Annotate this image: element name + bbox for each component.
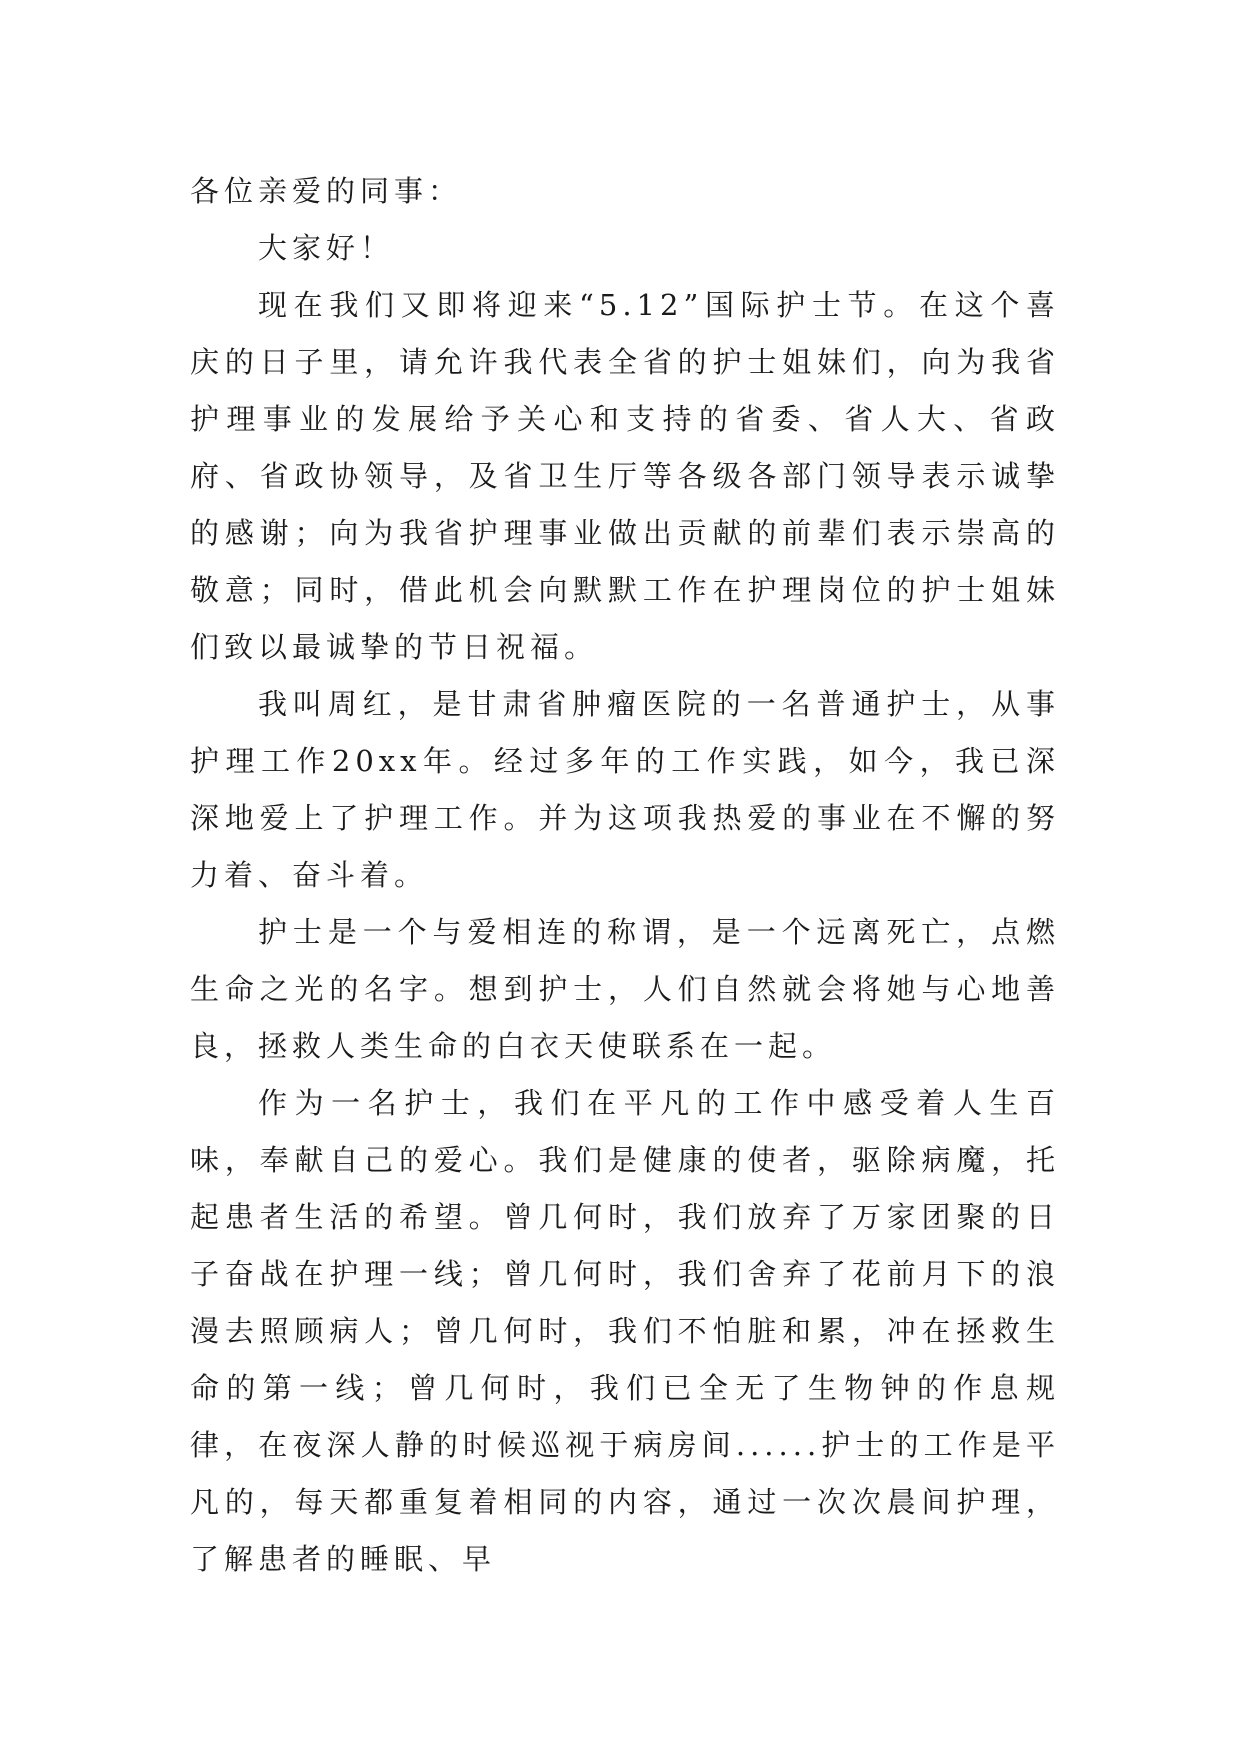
paragraph-1: 现在我们又即将迎来“5.12”国际护士节。在这个喜庆的日子里，请允许我代表全省的护士姐妹们，向为我省护理事业的发展给予关心和支持的省委、省人大、省政府、省政协领导，及省卫生厅等各级各部门领导表示诚挚的感谢；向为我省护理事业做出贡献的前辈们表示崇高的敬意；同时，借此机会向默默工作在护理岗位的护士姐妹们致以最诚挚的节日祝福。 (190, 288, 1060, 664)
paragraph-2: 我叫周红，是甘肃省肿瘤医院的一名普通护士，从事护理工作20xx年。经过多年的工作实践，如今，我已深深地爱上了护理工作。并为这项我热爱的事业在不懈的努力着、奋斗着。 (190, 687, 1060, 892)
paragraph-4: 作为一名护士，我们在平凡的工作中感受着人生百味，奉献自己的爱心。我们是健康的使者，驱除病魔，托起患者生活的希望。曾几何时，我们放弃了万家团聚的日子奋战在护理一线；曾几何时，我们舍弃了花前月下的浪漫去照顾病人；曾几何时，我们不怕脏和累，冲在拯救生命的第一线；曾几何时，我们已全无了生物钟的作息规律，在夜深人静的时候巡视于病房间......护士的工作是平凡的，每天都重复着相同的内容，通过一次次晨间护理，了解患者的睡眠、早 (190, 1086, 1060, 1576)
paragraph-3: 护士是一个与爱相连的称谓，是一个远离死亡，点燃生命之光的名字。想到护士，人们自然就会将她与心地善良，拯救人类生命的白衣天使联系在一起。 (190, 915, 1060, 1063)
greeting: 大家好！ (258, 231, 395, 265)
document-body (190, 163, 1060, 1588)
salutation: 各位亲爱的同事： (190, 174, 463, 208)
